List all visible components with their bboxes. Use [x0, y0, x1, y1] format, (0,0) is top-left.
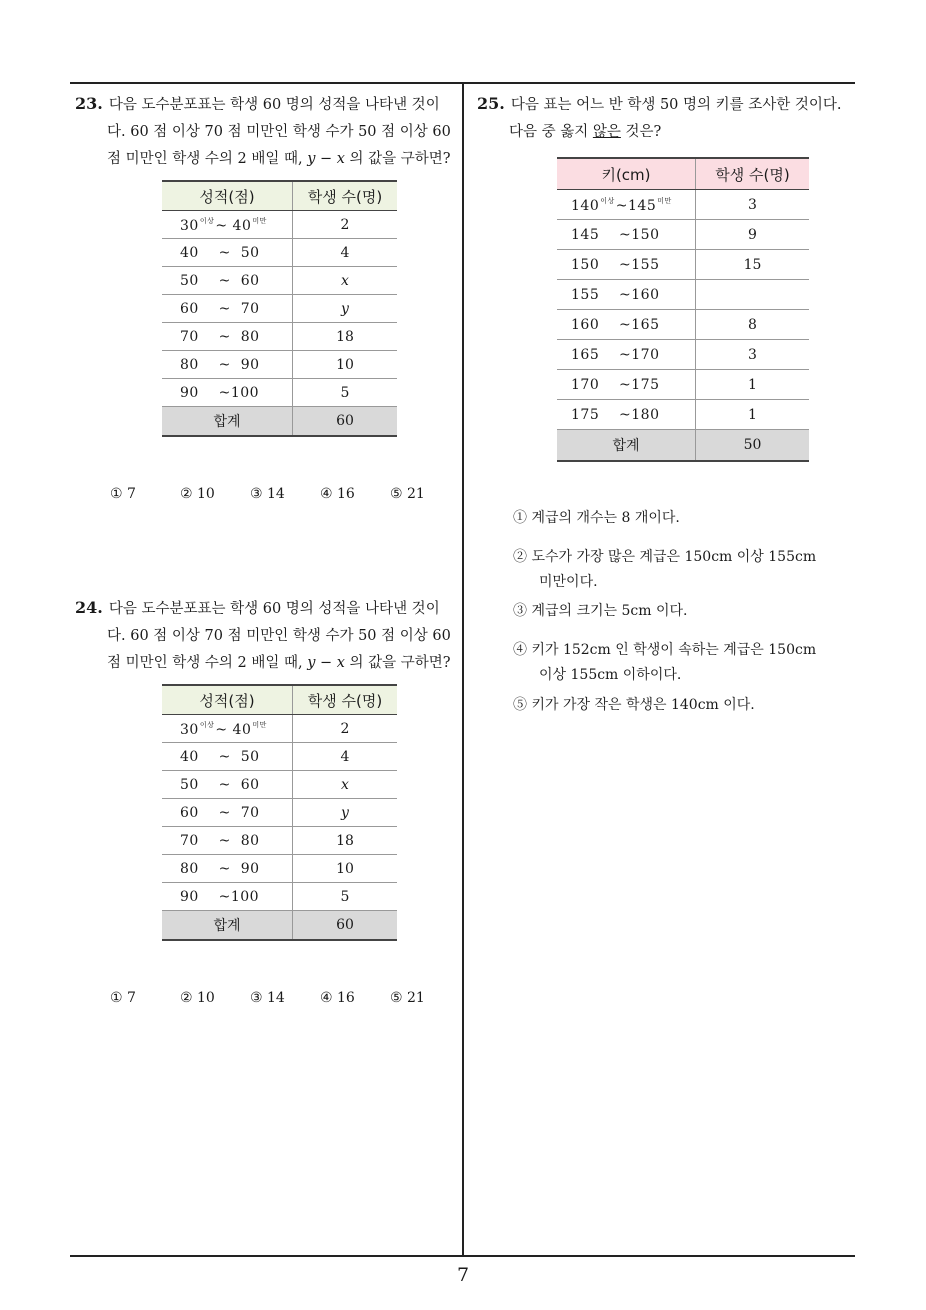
table-row: 90 ~100 5 [162, 379, 397, 407]
question-23-frequency-table [162, 180, 397, 437]
choice[interactable]: ⑤ 21 [390, 486, 425, 502]
choice[interactable]: ⑤ 21 [390, 990, 425, 1006]
table-row: 170 ~175 1 [557, 370, 809, 400]
table-total-row: 합계 60 [162, 911, 397, 941]
table-row: 40 ~ 50 4 [162, 743, 397, 771]
question-25-height-table [557, 157, 809, 462]
table-row: 50 ~ 60 x [162, 267, 397, 295]
table-header: 키(cm) [557, 158, 696, 190]
table-row: 90 ~100 5 [162, 883, 397, 911]
page-number: 7 [456, 1264, 470, 1286]
table-row: 40 ~ 50 4 [162, 239, 397, 267]
option-4[interactable]: ④ 키가 152cm 인 학생이 속하는 계급은 150cm 이상 155cm 이하이다. [513, 642, 817, 683]
option-3[interactable]: ③ 계급의 크기는 5cm 이다. [513, 603, 688, 619]
choice[interactable]: ② 10 [180, 990, 215, 1006]
choice[interactable]: ③ 14 [250, 486, 285, 502]
table-row: $140^{이상}\sim 145^{미만}$ 3 [557, 190, 809, 220]
choice[interactable]: ① 7 [110, 990, 136, 1006]
table-row: 50 ~ 60 x [162, 771, 397, 799]
choice[interactable]: ③ 14 [250, 990, 285, 1006]
question-23-text: 23. 다음 도수분포표는 학생 60 명의 성적을 나타낸 것이 다. 60 점 이상 70 점 미만인 학생 수가 50 점 이상 60 점 미만인 학생 수의 2 배일 때, y − x 의 값을 구하면? [75, 94, 451, 167]
question-24-text: 24. 다음 도수분포표는 학생 60 명의 성적을 나타낸 것이 다. 60 점 이상 70 점 미만인 학생 수가 50 점 이상 60 점 미만인 학생 수의 2 배일 때, y − x 의 값을 구하면? [75, 598, 451, 671]
table-header: 학생 수(명) [293, 181, 398, 211]
table-row: 155 ~160 [557, 280, 809, 310]
table-row: $30^{이상}\sim$ $40^{미만}$ 2 [162, 715, 397, 743]
question-number: 23. [75, 94, 103, 113]
bottom-rule [70, 1255, 855, 1257]
question-25-text: 25. 다음 표는 어느 반 학생 50 명의 키를 조사한 것이다. 다음 중 옳지 않은 것은? [477, 94, 842, 140]
table-row: 150 ~155 15 [557, 250, 809, 280]
table-row: 165 ~170 3 [557, 340, 809, 370]
table-row: 80 ~ 90 10 [162, 855, 397, 883]
option-5[interactable]: ⑤ 키가 가장 작은 학생은 140cm 이다. [513, 697, 755, 713]
choice[interactable]: ④ 16 [320, 486, 355, 502]
choice[interactable]: ② 10 [180, 486, 215, 502]
table-row: 60 ~ 70 y [162, 799, 397, 827]
question-23-choices [110, 486, 460, 502]
table-header: 성적(점) [162, 685, 293, 715]
option-1[interactable]: ① 계급의 개수는 8 개이다. [513, 510, 680, 526]
table-header: 학생 수(명) [293, 685, 398, 715]
table-header: 학생 수(명) [696, 158, 810, 190]
table-row: 160 ~165 8 [557, 310, 809, 340]
question-number: 24. [75, 598, 103, 617]
question-number: 25. [477, 94, 505, 113]
table-row: 80 ~ 90 10 [162, 351, 397, 379]
table-header: 성적(점) [162, 181, 293, 211]
question-24-frequency-table [162, 684, 397, 941]
option-2[interactable]: ② 도수가 가장 많은 계급은 150cm 이상 155cm 미만이다. [513, 549, 817, 590]
table-row: 70 ~ 80 18 [162, 323, 397, 351]
table-row: 60 ~ 70 y [162, 295, 397, 323]
question-24-choices [110, 990, 460, 1006]
choice[interactable]: ① 7 [110, 486, 136, 502]
table-total-row: 합계 60 [162, 407, 397, 437]
table-row: $30^{이상}\sim$ $40^{미만}$ 2 [162, 211, 397, 239]
table-row: 145 ~150 9 [557, 220, 809, 250]
table-row: 70 ~ 80 18 [162, 827, 397, 855]
table-total-row: 합계 50 [557, 430, 809, 462]
choice[interactable]: ④ 16 [320, 990, 355, 1006]
column-divider [462, 83, 464, 1257]
table-row: 175 ~180 1 [557, 400, 809, 430]
